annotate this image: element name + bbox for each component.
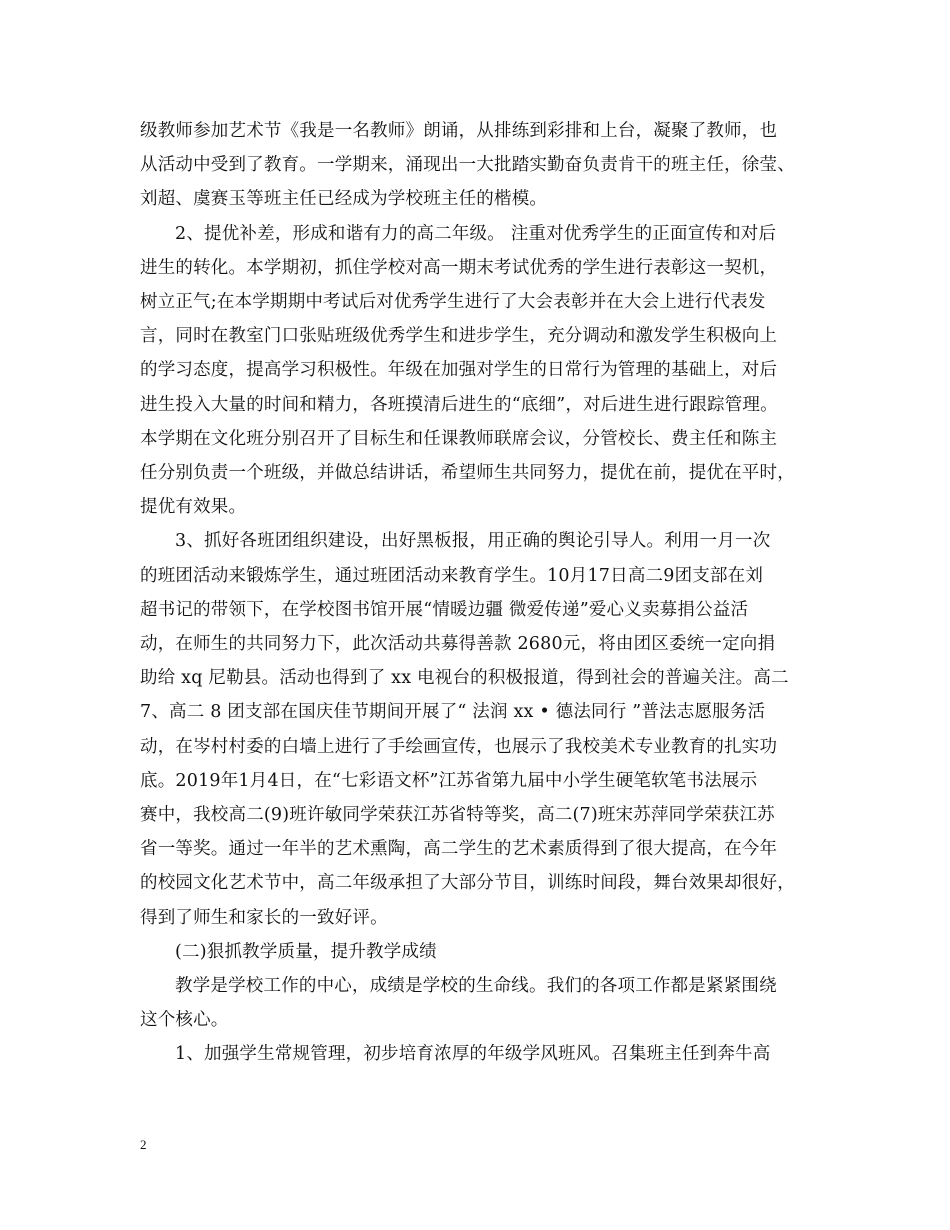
text-line: 超书记的带领下，在学校图书馆开展“情暖边疆 微爱传递”爱心义卖募捐公益活 [140, 600, 749, 620]
text-line: 提优有效果。 [140, 497, 247, 517]
text-line: 得到了师生和家长的一致好评。 [140, 908, 388, 928]
text-line: 言，同时在教室门口张贴班级优秀学生和进步学生，充分调动和激发学生积极向上 [140, 326, 778, 346]
text-line: 1、加强学生常规管理，初步培育浓厚的年级学风班风。召集班主任到奔牛高 [175, 1044, 771, 1064]
text-line: 从活动中受到了教育。一学期来，涌现出一大批踏实勤奋负责肯干的班主任，徐莹、 [140, 155, 795, 175]
text-line: 进生投入大量的时间和精力，各班摸清后进生的“底细”，对后进生进行跟踪管理。 [140, 395, 778, 415]
text-line: 本学期在文化班分别召开了目标生和任课教师联席会议，分管校长、费主任和陈主 [140, 429, 778, 449]
text-line: 任分别负责一个班级，并做总结讲话，希望师生共同努力，提优在前，提优在平时， [140, 463, 795, 483]
text-line: 底。2019年1月4日，在“七彩语文杯”江苏省第九届中小学生硬笔软笔书法展示 [140, 771, 758, 791]
text-line: 的校园文化艺术节中，高二年级承担了大部分节目，训练时间段，舞台效果却很好， [140, 873, 795, 893]
text-line: 刘超、虞赛玉等班主任已经成为学校班主任的楷模。 [140, 189, 548, 209]
text-line: 省一等奖。通过一年半的艺术熏陶，高二学生的艺术素质得到了很大提高，在今年 [140, 839, 778, 859]
text-line: 这个核心。 [140, 1010, 229, 1030]
text-line: 进生的转化。本学期初，抓住学校对高一期末考试优秀的学生进行表彰这一契机， [140, 258, 778, 278]
text-line: 树立正气;在本学期期中考试后对优秀学生进行了大会表彰并在大会上进行代表发 [140, 292, 766, 312]
text-line: 的班团活动来锻炼学生，通过班团活动来教育学生。10月17日高二9团支部在刘 [140, 566, 764, 586]
text-line: 7、高二 8 团支部在国庆佳节期间开展了“ 法润 xx • 德法同行 ”普法志愿服务活 [140, 702, 766, 722]
text-line: 动，在师生的共同努力下，此次活动共募得善款 2680元，将由团区委统一定向捐 [140, 634, 776, 654]
text-line: 级教师参加艺术节《我是一名教师》朗诵，从排练到彩排和上台，凝聚了教师，也 [140, 121, 778, 141]
text-line: 的学习态度，提高学习积极性。年级在加强对学生的日常行为管理的基础上，对后 [140, 360, 778, 380]
text-line: 教学是学校工作的中心，成绩是学校的生命线。我们的各项工作都是紧紧围绕 [175, 976, 777, 996]
text-line: 3、抓好各班团组织建设，出好黑板报，用正确的舆论引导人。利用一月一次 [175, 531, 771, 551]
section-heading: (二)狠抓教学质量，提升教学成绩 [175, 942, 437, 962]
text-line: 赛中，我校高二(9)班许敏同学荣获江苏省特等奖，高二(7)班宋苏萍同学荣获江苏 [140, 805, 775, 825]
text-line: 动，在岑村村委的白墙上进行了手绘画宣传，也展示了我校美术专业教育的扎实功 [140, 737, 778, 757]
page-number: 2 [140, 1137, 147, 1152]
text-line: 2、提优补差，形成和谐有力的高二年级。 注重对优秀学生的正面宣传和对后 [175, 224, 777, 244]
text-line: 助给 xq 尼勒县。活动也得到了 xx 电视台的积极报道，得到社会的普遍关注。高二 [140, 668, 789, 688]
